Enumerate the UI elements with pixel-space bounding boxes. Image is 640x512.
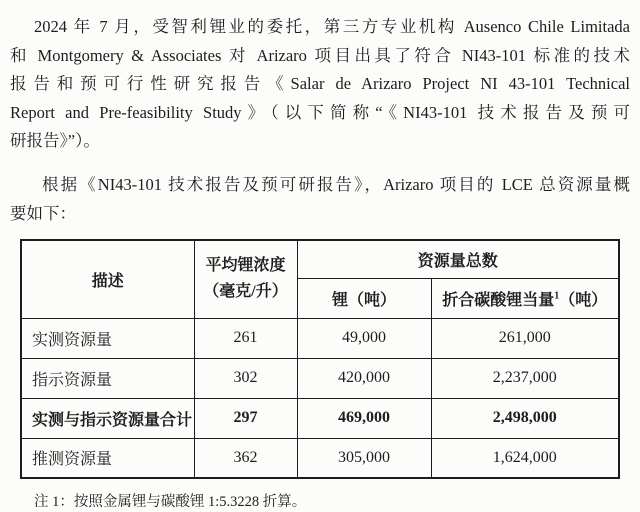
table-cell-desc: 实测资源量 <box>21 318 194 358</box>
table-cell-lce: 261,000 <box>431 318 619 358</box>
paragraph-line: 2024 年 7 月，受智利锂业的委托，第三方专业机构 Ausenco Chile Limitada <box>34 17 630 36</box>
table-cell-concentration: 261 <box>194 318 297 358</box>
table-header-avg-li-concentration <box>194 240 297 318</box>
table-cell-lce: 2,498,000 <box>431 398 619 438</box>
table-cell-concentration: 297 <box>194 398 297 438</box>
table-header-avg-li-concentration-line1: 平均锂浓度 <box>205 257 286 275</box>
table-cell-desc: 实测与指示资源量合计 <box>21 398 194 438</box>
table-header-lce-unit: （吨） <box>559 291 608 309</box>
table-header-description: 描述 <box>21 240 194 318</box>
table-header-resource-total-group: 资源量总数 <box>297 240 619 278</box>
footnote-marker: 1 <box>554 290 560 302</box>
table-footnote: 注 1：按照金属锂与碳酸锂 1:5.3228 折算。 <box>34 494 307 511</box>
paragraph-line: 报告和预可行性研究报告《Salar de Arizaro Project NI 43-101 Technical <box>10 74 630 94</box>
table-cell-desc: 推测资源量 <box>21 438 194 478</box>
paragraph-line: 研报告》”）。 <box>10 131 100 151</box>
table-cell-lithium: 420,000 <box>297 358 431 398</box>
table-cell-lce: 2,237,000 <box>431 358 619 398</box>
table-row-inferred <box>21 438 619 478</box>
table-header-avg-li-concentration-line2: （毫克/升） <box>203 283 288 301</box>
summary-paragraph <box>10 171 630 228</box>
table-row-indicated <box>21 358 619 398</box>
table-header-lce-tons <box>431 278 619 318</box>
table-cell-lce: 1,624,000 <box>431 438 619 478</box>
table-row-measured <box>21 318 619 358</box>
table-header-lithium-tons: 锂（吨） <box>297 278 431 318</box>
table-cell-concentration: 362 <box>194 438 297 478</box>
paragraph-line: 和 Montgomery & Associates 对 Arizaro 项目出具了符合 NI43-101 标准的技术 <box>10 45 630 65</box>
table-row-measured-indicated-total <box>21 398 619 438</box>
paragraph-line: 要如下： <box>10 203 76 223</box>
paragraph-line: 根据《NI43-101 技术报告及预可研报告》，Arizaro 项目的 LCE 总资源量概 <box>42 174 630 194</box>
intro-paragraph <box>10 13 630 156</box>
table-header-lce-label: 折合碳酸锂当量 <box>442 291 555 309</box>
table-cell-lithium: 469,000 <box>297 398 431 438</box>
table-cell-concentration: 302 <box>194 358 297 398</box>
table-cell-desc: 指示资源量 <box>21 358 194 398</box>
paragraph-line: Report and Pre-feasibility Study》（以下简称“《NI43-101 技术报告及预可 <box>10 102 630 122</box>
table-cell-lithium: 305,000 <box>297 438 431 478</box>
table-cell-lithium: 49,000 <box>297 318 431 358</box>
resource-table <box>20 239 620 479</box>
